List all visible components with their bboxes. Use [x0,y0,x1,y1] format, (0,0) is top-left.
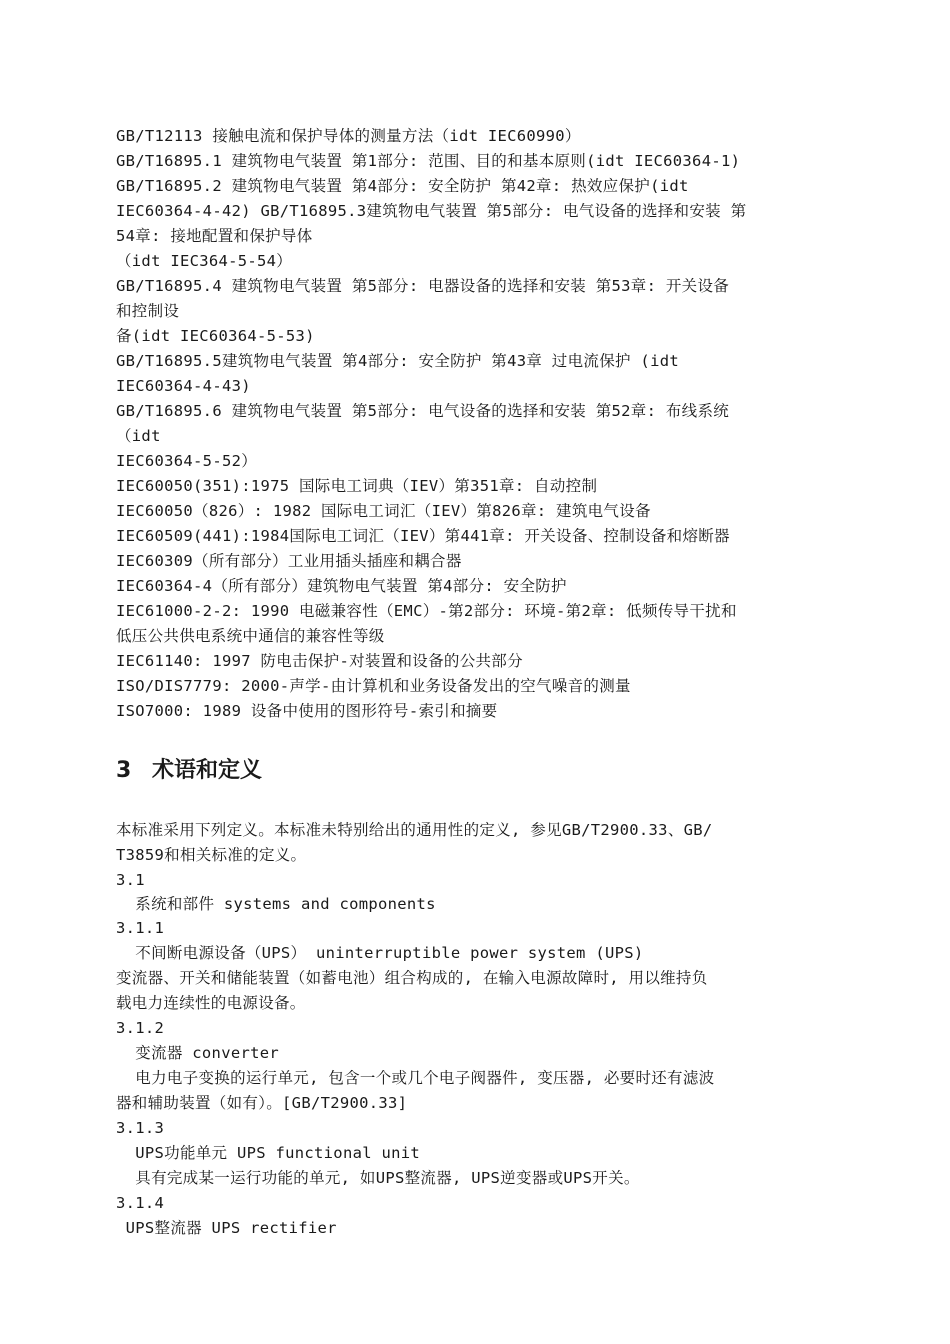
body-line: 载电力连续性的电源设备。 [116,994,306,1012]
reference-line: 和控制设 [116,302,180,320]
section-number: 3 [116,758,132,783]
term-line: 变流器 converter [116,1044,279,1062]
clause-number: 3.1.4 [116,1194,165,1212]
body-line: 器和辅助装置（如有）。[GB/T2900.33] [116,1094,408,1112]
reference-line: IEC61140: 1997 防电击保护-对装置和设备的公共部分 [116,652,523,670]
reference-line: （idt [116,427,161,445]
reference-line: IEC60309（所有部分）工业用插头插座和耦合器 [116,552,462,570]
body-line: 本标准采用下列定义。本标准未特别给出的通用性的定义, 参见GB/T2900.33、GB/ [116,821,713,839]
term-line: UPS功能单元 UPS functional unit [116,1144,420,1162]
reference-line: GB/T16895.2 建筑物电气装置 第4部分: 安全防护 第42章: 热效应保护(idt [116,177,689,195]
reference-line: 备(idt IEC60364-5-53) [116,327,315,345]
body-line: 电力电子变换的运行单元, 包含一个或几个电子阀器件, 变压器, 必要时还有滤波 [116,1069,715,1087]
clause-number: 3.1 [116,871,145,889]
reference-line: GB/T16895.1 建筑物电气装置 第1部分: 范围、目的和基本原则(idt IEC60364-1) [116,152,741,170]
reference-line: GB/T16895.5建筑物电气装置 第4部分: 安全防护 第43章 过电流保护 (idt [116,352,679,370]
reference-line: IEC61000-2-2: 1990 电磁兼容性（EMC）-第2部分: 环境-第2章: 低频传导干扰和 [116,602,737,620]
reference-line: IEC60364-4（所有部分）建筑物电气装置 第4部分: 安全防护 [116,577,567,595]
clause-number: 3.1.2 [116,1019,165,1037]
reference-line: 54章: 接地配置和保护导体 [116,227,313,245]
reference-line: IEC60509(441):1984国际电工词汇（IEV）第441章: 开关设备、控制设备和熔断器 [116,527,730,545]
body-line: 具有完成某一运行功能的单元, 如UPS整流器, UPS逆变器或UPS开关。 [116,1169,640,1187]
reference-line: IEC60364-4-42) GB/T16895.3建筑物电气装置 第5部分: 电气设备的选择和安装 第 [116,202,747,220]
term-line: UPS整流器 UPS rectifier [116,1219,337,1237]
term-line: 不间断电源设备（UPS） uninterruptible power system (UPS) [116,944,644,962]
reference-line: IEC60050（826）: 1982 国际电工词汇（IEV）第826章: 建筑电气设备 [116,502,651,520]
body-line: 变流器、开关和储能装置（如蓄电池）组合构成的, 在输入电源故障时, 用以维持负 [116,969,708,987]
reference-line: IEC60364-4-43) [116,377,251,395]
clause-number: 3.1.1 [116,919,165,937]
reference-line: （idt IEC364-5-54） [116,252,293,270]
term-line: 系统和部件 systems and components [116,895,436,913]
body-line: T3859和相关标准的定义。 [116,846,307,864]
clause-number: 3.1.3 [116,1119,165,1137]
reference-line: 低压公共供电系统中通信的兼容性等级 [116,627,385,645]
reference-line: GB/T12113 接触电流和保护导体的测量方法（idt IEC60990） [116,127,581,145]
reference-line: IEC60364-5-52） [116,452,258,470]
reference-line: GB/T16895.4 建筑物电气装置 第5部分: 电器设备的选择和安装 第53章: 开关设备 [116,277,730,295]
section-heading [116,756,262,786]
reference-line: ISO7000: 1989 设备中使用的图形符号-索引和摘要 [116,702,498,720]
reference-line: ISO/DIS7779: 2000-声学-由计算机和业务设备发出的空气噪音的测量 [116,677,631,695]
reference-line: GB/T16895.6 建筑物电气装置 第5部分: 电气设备的选择和安装 第52章: 布线系统 [116,402,730,420]
reference-line: IEC60050(351):1975 国际电工词典（IEV）第351章: 自动控制 [116,477,598,495]
section-title: 术语和定义 [152,758,263,783]
